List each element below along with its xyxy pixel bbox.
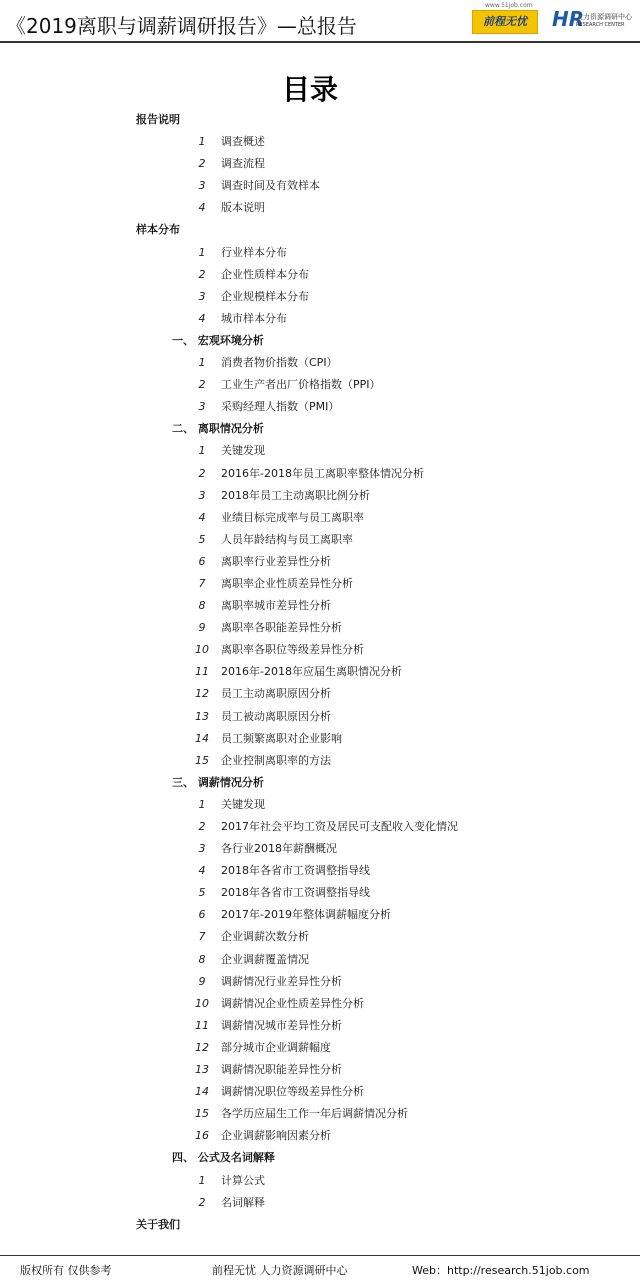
toc-entry-label: 人员年龄结构与员工离职率 [221,532,353,546]
footer-organization: 前程无忧 人力资源调研中心 [212,1264,348,1277]
toc-entry [0,860,640,882]
page-header [0,0,640,44]
toc-entry-label: 2016年-2018年应届生离职情况分析 [221,665,402,679]
report-title: 《2019离职与调薪调研报告》—总报告 [6,14,357,38]
toc-entry [0,683,640,705]
toc-entry-label: 工业生产者出厂价格指数（PPI） [221,378,381,392]
footer-copyright: 版权所有 仅供参考 [20,1264,112,1277]
toc-entry [0,242,640,264]
toc-entry [0,507,640,529]
toc-entry-label: 名词解释 [221,1195,265,1209]
logo-hr-mark: HR [552,7,585,31]
table-of-contents [0,109,640,1236]
toc-entry-number: 2 [198,820,206,833]
toc-entry [0,264,640,286]
toc-entry [0,286,640,308]
toc-entry-number: 16 [195,1129,209,1143]
toc-entry-number: 3 [198,488,206,502]
toc-entry-label: 企业规模样本分布 [221,289,309,303]
toc-entry [0,573,640,595]
toc-entry-label: 调薪情况城市差异性分析 [221,1018,342,1032]
toc-entry [0,904,640,926]
toc-entry [0,396,640,418]
toc-entry-label: 2018年各省市工资调整指导线 [221,864,370,878]
toc-entry-number: 15 [195,753,209,767]
toc-entry-label: 部分城市企业调薪幅度 [221,1040,331,1054]
toc-entry-number: 12 [195,1040,209,1054]
toc-entry [0,197,640,219]
toc-entry-label: 版本说明 [221,201,265,215]
toc-entry-label: 三、 调薪情况分析 [172,775,264,789]
toc-entry-label: 调薪情况职位等级差异性分析 [221,1085,364,1099]
toc-entry-number: 2 [198,466,206,480]
toc-entry [0,529,640,551]
toc-entry-label: 城市样本分布 [221,311,287,325]
toc-entry [0,617,640,639]
toc-entry-label: 离职率各职能差异性分析 [221,621,342,635]
footer-divider [0,1255,640,1256]
toc-entry [0,153,640,175]
toc-section [0,1214,640,1236]
toc-entry-label: 离职率各职位等级差异性分析 [221,643,364,657]
toc-entry-number: 11 [195,1018,209,1032]
toc-entry-number: 10 [195,996,209,1010]
toc-entry-number: 4 [198,201,206,215]
toc-entry-number: 1 [198,797,206,811]
toc-entry-label: 报告说明 [136,113,180,126]
toc-entry-label: 员工被动离职原因分析 [221,709,331,723]
toc-entry-label: 调查概述 [221,135,265,149]
toc-entry [0,838,640,860]
toc-entry [0,750,640,772]
toc-entry [0,1059,640,1081]
logo-hr-research-center [552,8,636,36]
toc-entry-number: 8 [198,599,206,613]
toc-entry-label: 调薪情况企业性质差异性分析 [221,996,364,1010]
footer-website: Web：http://research.51job.com [412,1264,590,1277]
logo-51job-url: www.51job.com [485,2,533,9]
toc-entry-label: 行业样本分布 [221,245,287,259]
toc-entry-number: 1 [198,245,206,259]
toc-entry-number: 6 [198,908,206,922]
toc-entry-label: 采购经理人指数（PMI） [221,400,340,414]
toc-entry-number: 10 [195,643,209,657]
toc-entry [0,1125,640,1147]
toc-section [0,219,640,241]
toc-entry-number: 1 [198,356,206,370]
toc-entry [0,1170,640,1192]
toc-entry-number: 15 [195,1107,209,1121]
toc-entry [0,661,640,683]
toc-entry-label: 2017年社会平均工资及居民可支配收入变化情况 [221,820,458,833]
toc-entry [0,1081,640,1103]
toc-entry [0,551,640,573]
toc-entry-label: 调查流程 [221,157,265,171]
toc-entry-number: 3 [198,289,206,303]
toc-entry [0,463,640,485]
toc-entry-label: 2017年-2019年整体调薪幅度分析 [221,908,391,922]
toc-entry-label: 2018年各省市工资调整指导线 [221,886,370,900]
toc-entry-number: 2 [198,267,206,281]
toc-entry-label: 各学历应届生工作一年后调薪情况分析 [221,1107,408,1121]
toc-entry [0,926,640,948]
toc-entry-number: 2 [198,1195,206,1209]
toc-entry-label: 关键发现 [221,797,265,811]
toc-entry-number: 4 [198,311,206,325]
toc-entry-label: 企业性质样本分布 [221,267,309,281]
toc-entry [0,352,640,374]
toc-entry-label: 离职率城市差异性分析 [221,599,331,613]
toc-entry-label: 企业调薪次数分析 [221,930,309,944]
toc-entry-number: 2 [198,378,206,392]
toc-entry-label: 业绩目标完成率与员工离职率 [221,510,364,524]
toc-entry-label: 二、 离职情况分析 [172,422,264,436]
toc-entry [0,993,640,1015]
logo-51job-text: 前程无忧 [483,15,527,28]
toc-section [0,772,640,794]
toc-entry-number: 8 [198,952,206,966]
toc-entry-number: 11 [195,665,209,679]
toc-entry-number: 4 [198,864,206,878]
toc-entry-label: 2018年员工主动离职比例分析 [221,488,370,502]
logo-51job [472,2,538,34]
toc-entry [0,308,640,330]
header-divider [0,41,640,43]
toc-entry [0,440,640,462]
toc-section [0,109,640,131]
toc-entry [0,485,640,507]
toc-entry-label: 四、 公式及名词解释 [172,1151,275,1165]
toc-section [0,418,640,440]
toc-section [0,1147,640,1169]
toc-entry [0,1015,640,1037]
toc-entry-number: 3 [198,400,206,414]
toc-entry-label: 调查时间及有效样本 [221,179,320,193]
toc-entry-label: 员工主动离职原因分析 [221,687,331,701]
toc-entry-number: 4 [198,510,206,524]
toc-entry-number: 1 [198,135,206,149]
toc-entry [0,728,640,750]
toc-entry-label: 企业控制离职率的方法 [221,753,331,767]
toc-entry-number: 14 [195,731,209,745]
toc-entry [0,949,640,971]
toc-entry [0,1103,640,1125]
toc-entry [0,1192,640,1214]
toc-entry-number: 9 [198,974,206,988]
toc-entry [0,971,640,993]
toc-entry-number: 3 [198,842,206,856]
toc-entry-label: 员工频繁离职对企业影响 [221,731,342,745]
toc-entry [0,1037,640,1059]
toc-entry-number: 7 [198,576,206,590]
toc-entry-label: 关于我们 [136,1217,180,1231]
toc-entry-number: 5 [198,886,206,900]
toc-entry-label: 消费者物价指数（CPI） [221,356,338,370]
toc-entry-label: 企业调薪覆盖情况 [221,952,309,966]
toc-entry-label: 企业调薪影响因素分析 [221,1129,331,1143]
toc-entry-number: 14 [195,1085,209,1099]
toc-entry-label: 调薪情况职能差异性分析 [221,1063,342,1077]
toc-entry-number: 5 [198,532,206,546]
toc-entry [0,816,640,838]
toc-entry-number: 13 [195,709,209,723]
toc-entry [0,639,640,661]
toc-entry [0,706,640,728]
toc-entry-number: 12 [195,687,209,701]
toc-entry-number: 13 [195,1063,209,1077]
toc-entry-number: 1 [198,1173,206,1187]
toc-entry-number: 2 [198,157,206,171]
toc-entry [0,595,640,617]
toc-entry [0,175,640,197]
logo-hr-en: RESEARCH CENTER [576,22,625,28]
toc-entry [0,131,640,153]
toc-entry-label: 2016年-2018年员工离职率整体情况分析 [221,466,424,480]
toc-entry-label: 各行业2018年薪酬概况 [221,842,337,856]
toc-entry-label: 调薪情况行业差异性分析 [221,974,342,988]
toc-section [0,330,640,352]
toc-entry [0,882,640,904]
toc-entry-label: 计算公式 [221,1173,265,1187]
toc-entry-number: 9 [198,621,206,635]
toc-entry-number: 1 [198,444,206,458]
toc-entry [0,374,640,396]
toc-entry-number: 3 [198,179,206,193]
toc-entry-label: 离职率行业差异性分析 [221,554,331,568]
toc-entry-label: 一、 宏观环境分析 [172,333,264,347]
toc-entry-number: 7 [198,930,206,944]
toc-entry-number: 6 [198,554,206,568]
toc-entry-label: 离职率企业性质差异性分析 [221,576,353,590]
toc-entry-label: 样本分布 [136,223,180,237]
toc-entry [0,794,640,816]
logo-hr-cn: 人力资源调研中心 [576,13,632,21]
toc-heading: 目录 [281,73,338,106]
toc-entry-label: 关键发现 [221,444,265,458]
